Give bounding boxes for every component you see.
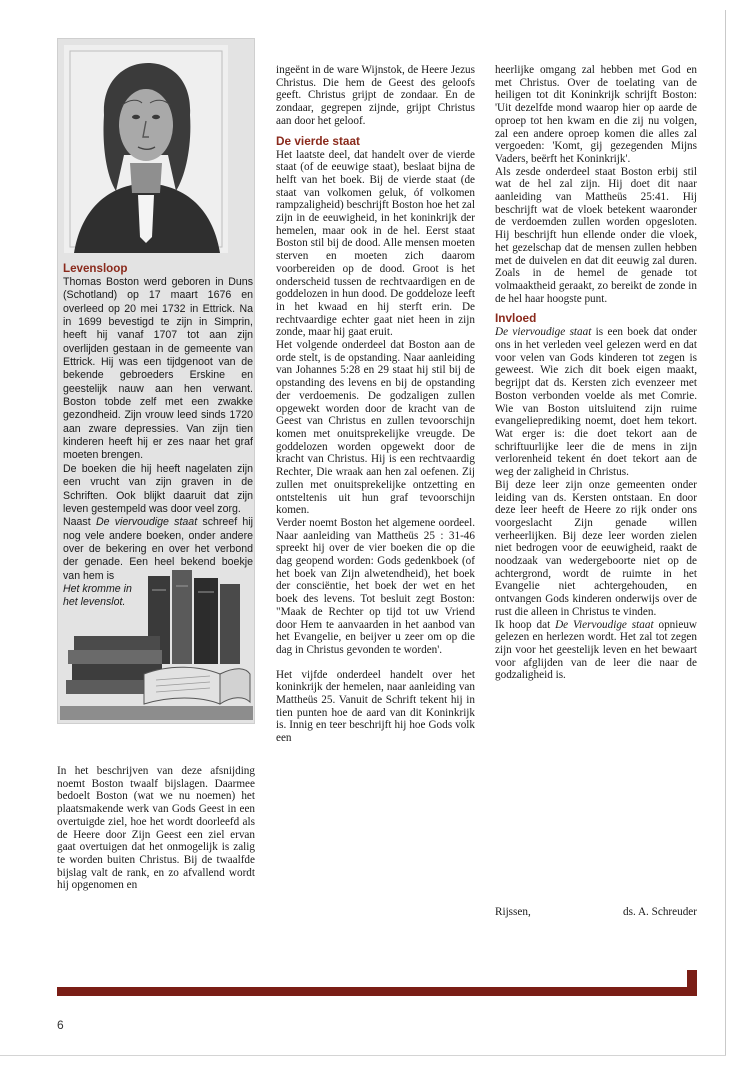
sidebar-paragraph: De boeken die hij heeft nagelaten zijn een vrucht van zijn graven in de Schriften. Ook blijkt daaruit dat zijn leven gestempeld was door veel zorg.	[63, 462, 253, 515]
page-edge-right	[725, 10, 726, 1056]
books-illustration	[60, 570, 253, 720]
article-paragraph: Bij deze leer zijn onze gemeenten onder leiding van ds. Kersten ontstaan. En door deze leer heeft de Heere zo rijk onder ons voorgeslacht Zijn genade willen verheerlijken. Bij deze leer worden zielen niet bedrogen voor de eeuwigheid, raakt de noodzaak van wedergeboorte niet op de achtergrond, wordt de ruimte in het Evangelie niet achtergehouden, en ontvangen Gods kinderen onderwijs over de rust die alleen in Christus te vinden.	[495, 478, 697, 618]
signature-author: ds. A. Schreuder	[623, 906, 697, 918]
article-paragraph: Als zesde onderdeel staat Boston erbij stil wat de hel zal zijn. Hij doet dit naar aanleiding van Mattheüs 25:41. Hij beschrijft wat de vloek betekent waaronder de verdoemden zullen worden opgesloten. Hij beschrijft hun ellende onder die vloek, het gezelschap dat de mensen zullen hebben met de duivelen en dat dit eeuwig zal duren. Zoals in de hemel de genade tot volmaaktheid geraakt, zo bereikt de zonde in de hel haar hoogste punt.	[495, 165, 697, 305]
portrait-engraving	[64, 45, 228, 253]
article-paragraph: Het laatste deel, dat handelt over de vierde staat (of de eeuwige staat), beslaat bijna de helft van het boek. Bij de vierde staat (de staat van volkomen geluk, óf volkomen rampzaligheid) beschrijft Boston hoe het zal zijn in de eeuwigheid, in het koninkrijk der hemelen, maar ook in de hel. Eerst staat Boston stil bij de dood. Alle mensen moeten sterven en moeten zich daarom voorbereiden op de dood. Groot is het onderscheid tussen de rechtvaardigen en de goddelozen in hun dood. De goddeloze leeft in het kwaad en hij sterft erin. De rechtvaardige echter gaat niet heen in zijn zonde, maar hij gaat eruit.	[276, 148, 475, 339]
signature-place: Rijssen,	[495, 906, 531, 918]
sidebar-paragraph: Naast De viervoudige staat schreef hij nog vele andere boeken, onder andere over de bekering en over het verbond der genade. Een heel bekend boekje van hem is	[63, 516, 253, 582]
article-paragraph: Ik hoop dat De Viervoudige staat opnieuw gelezen en herlezen wordt. Het zal tot zegen zijn voor het geestelijk leven en het bewaart voor afglijden van de leer die naar de godzaligheid is.	[495, 618, 697, 682]
sidebar-heading: Levensloop	[63, 262, 128, 275]
book-title: De viervoudige staat	[95, 516, 198, 529]
article-paragraph: ingeënt in de ware Wijnstok, de Heere Jezus Christus. Die hem de Geest des geloofs geeft. Christus grijpt de zondaar. En de zondaar, gegrepen zijnde, grijpt Christus aan door het geloof.	[276, 64, 475, 127]
article-column-middle	[276, 64, 475, 745]
page-number: 6	[57, 1018, 64, 1032]
sidebar-paragraph: Thomas Boston werd geboren in Duns (Schotland) op 17 maart 1676 en overleed op 20 mei 1732 in Ettrick. Na in 1699 bevestigd te zijn in Simprin, heeft hij vanaf 1707 tot aan zijn overlijden gestaan in de gemeente van Ettrick. Hij was een tijdgenoot van de bekende gebroeders Erskine en geestelijk nauw aan hen verwant. Boston tobde zelf met een zwakke gezondheid. Zijn vrouw leed sinds 1720 aan zware depressies. Van zijn tien kinderen heeft hij er zes naar het graf moeten brengen.	[63, 276, 253, 462]
article-column-left	[57, 765, 255, 892]
article-paragraph: heerlijke omgang zal hebben met God en met Christus. Over de toelating van de heiligen tot dit Koninkrijk schrijft Boston: 'Uit dezelfde mond waarop hier op aarde de oproep tot hen kwam en die zij nu volgen, zal een andere oproep komen die alles zal vergoeden: 'Komt, gij gezegenden Mijns Vaders, beërft het Koninkrijk'.	[495, 64, 697, 165]
author-signature	[495, 906, 697, 918]
article-paragraph: Verder noemt Boston het algemene oordeel. Naar aanleiding van Mattheüs 25 : 31-46 spreekt hij over de vier boeken die op die dag geopend worden: Gods gedenkboek (of het boek van Zijn alwetendheid), het boek der consciëntie, het boek der wet en het boek des levens. Tot besluit zegt Boston: "Maak de Rechter op tijd tot uw Vriend door Hem te aanvaarden in het aanbod van het Evangelie, en beijver u zeer om op die dag in Christus gevonden te worden'.	[276, 516, 475, 656]
article-paragraph: Het volgende onderdeel dat Boston aan de orde stelt, is de opstanding. Naar aanleiding van Johannes 5:28 en 29 staat hij stil bij de opstanding des levens en bij de opstanding der verdoemenis. De godzaligen zullen opgewekt worden door de kracht van de Geest van Christus en zullen tevoorschijn komen met onuitsprekelijke vreugde. De goddelozen worden opgewekt door de kracht van Christus. Hij is een rechtvaardig Rechter, Die wraak aan hen zal oefenen. Zij zullen met onuitsprekelijke ontzetting en ontsteltenis uit hun graf tevoorschijn komen.	[276, 339, 475, 517]
book-title-line: het levenslot.	[63, 596, 126, 609]
article-paragraph: Het vijfde onderdeel handelt over het koninkrijk der hemelen, naar aanleiding van Mattheüs 25. Vanuit de Schrift tekent hij in tien punten hoe de aard van dit Koninkrijk is. Innig en teer beschrijft hij hoe Gods volk een	[276, 668, 475, 745]
section-heading-invloed: Invloed	[495, 311, 537, 326]
book-title-line: Het kromme in	[63, 582, 132, 595]
biography-text	[63, 262, 253, 610]
book-title: De viervoudige staat	[495, 326, 592, 339]
article-paragraph: De viervoudige staat is een boek dat onder ons in het verleden veel gelezen werd en dat voor velen van Gods kinderen tot zegen is geweest. Wie zich dit boek eigen maakt, begrijpt dat ds. Kersten zich evenzeer met Boston verbonden voelde als met Comrie. Wie van Boston uitsluitend zijn ruime evangelieprediking noemt, doet hem tekort. Wat erger is: die doet tekort aan de schriftuurlijke leer die de mens in zijn verlorenheid tekent én doet tekort aan de weg der zaligheid in Christus.	[495, 326, 697, 479]
footer-rule-end	[687, 970, 697, 996]
page-edge-bottom	[0, 1055, 726, 1056]
footer-rule	[57, 987, 697, 996]
section-heading-vierde-staat: De vierde staat	[276, 133, 360, 148]
article-column-right	[495, 64, 697, 682]
article-paragraph: In het beschrijven van deze afsnijding noemt Boston twaalf bijslagen. Daarmee bedoelt Boston (wat we nu noemen) het plaatsmakende werk van Gods Geest in een overtuigde ziel, hoe het wordt doorleefd als de Heere door Zijn Geest een ziel ervan gaat overtuigen dat het onmogelijk is zalig te worden buiten Christus. Bij de twaalfde bijslag valt de rank, en zo afvallend wordt hij opgenomen en	[57, 765, 255, 892]
book-title: De Viervoudige staat	[555, 618, 654, 631]
